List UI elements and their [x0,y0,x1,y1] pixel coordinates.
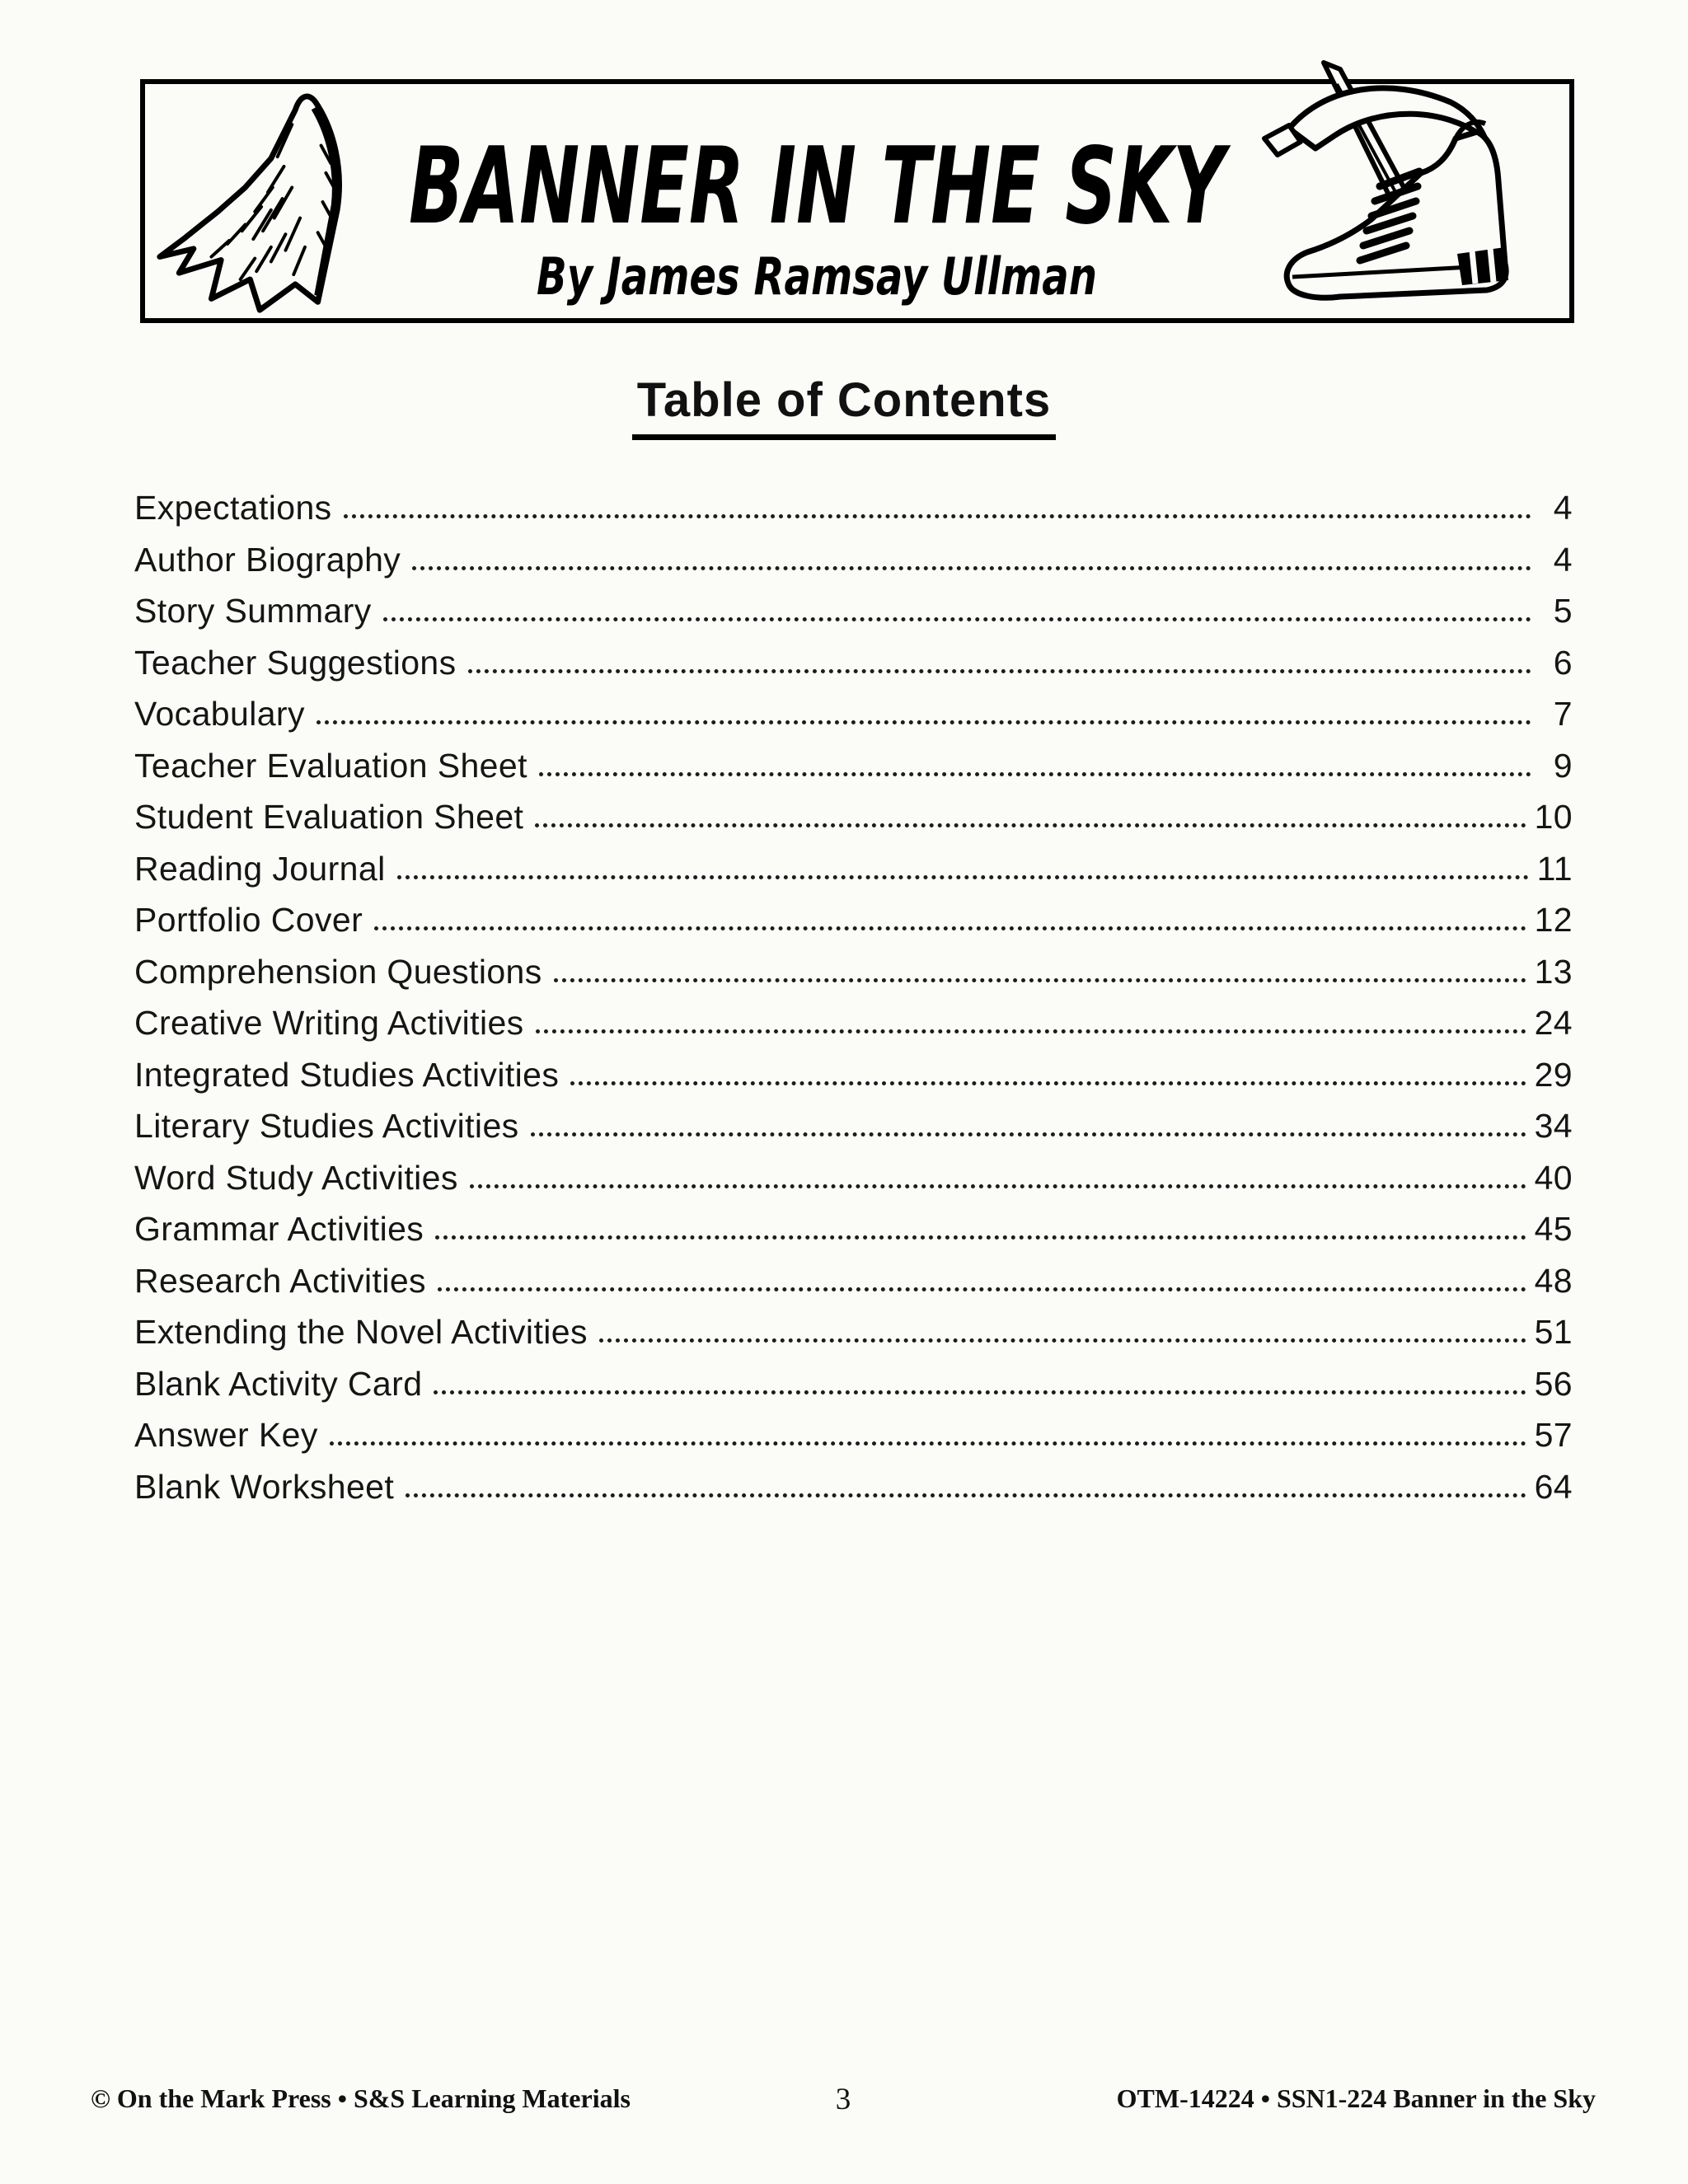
toc-entry-label: Student Evaluation Sheet [134,798,524,836]
toc-entry [134,1055,1573,1094]
dot-leader [536,1029,1526,1033]
toc-entry [134,1212,1573,1246]
toc-entry-page-number: 56 [1534,1364,1573,1403]
toc-entry [134,697,1573,731]
toc-entry-label: Literary Studies Activities [134,1107,519,1145]
toc-entry-label: Vocabulary [134,695,305,733]
toc-entry [134,643,1573,682]
dot-leader [535,823,1526,827]
toc-entry-page-number: 9 [1553,746,1573,785]
product-code-text: OTM-14224 • SSN1-224 Banner in the Sky [1116,2083,1596,2113]
dot-leader [330,1441,1526,1446]
book-author: By James Ramsay Ullman [537,246,1097,307]
toc-entry-page-number: 7 [1553,695,1573,733]
toc-entry-label: Author Biography [134,540,401,579]
toc-entry-label: Word Study Activities [134,1158,458,1197]
dot-leader [554,978,1526,982]
toc-entry [134,1006,1573,1040]
toc-entry-label: Blank Worksheet [134,1467,395,1506]
dot-leader [316,720,1531,724]
toc-entry-page-number: 29 [1534,1055,1573,1094]
toc-entry [134,1261,1573,1300]
toc-list [134,491,1573,1521]
toc-entry [134,491,1573,525]
dot-leader [470,1184,1526,1188]
toc-entry-label: Teacher Evaluation Sheet [134,746,528,785]
toc-entry-page-number: 5 [1553,592,1573,630]
toc-entry-page-number: 11 [1536,849,1573,888]
toc-entry-page-number: 45 [1534,1210,1573,1248]
toc-entry-label: Expectations [134,489,332,527]
toc-entry [134,594,1573,628]
toc-entry-label: Research Activities [134,1261,426,1300]
dot-leader [374,926,1526,930]
toc-entry [134,1467,1573,1506]
toc-entry-label: Reading Journal [134,849,386,888]
toc-entry [134,1315,1573,1349]
toc-entry-label: Story Summary [134,592,372,630]
toc-entry-label: Extending the Novel Activities [134,1313,588,1351]
toc-entry-label: Integrated Studies Activities [134,1055,560,1094]
toc-entry-label: Grammar Activities [134,1210,424,1248]
toc-entry-page-number: 48 [1534,1261,1573,1300]
toc-entry-page-number: 57 [1534,1416,1573,1454]
toc-entry-page-number: 13 [1534,952,1573,991]
toc-entry [134,1158,1573,1197]
toc-entry-page-number: 51 [1534,1313,1573,1351]
toc-entry [134,1109,1573,1143]
toc-entry-label: Answer Key [134,1416,318,1454]
page-number: 3 [835,2083,851,2116]
toc-entry-page-number: 24 [1534,1004,1573,1042]
dot-leader [406,1493,1526,1497]
toc-entry-page-number: 40 [1534,1158,1573,1197]
toc-entry-page-number: 64 [1534,1467,1573,1506]
toc-entry [134,800,1573,834]
toc-entry [134,849,1573,888]
dot-leader [412,566,1531,570]
toc-entry-label: Comprehension Questions [134,952,542,991]
dot-leader [599,1338,1526,1343]
dot-leader [344,514,1531,518]
dot-leader [468,669,1531,673]
toc-entry-page-number: 4 [1553,489,1573,527]
ice-axe-and-boot-icons [1210,56,1573,328]
toc-entry-page-number: 10 [1534,798,1573,836]
toc-entry [134,746,1573,785]
title-banner [140,79,1574,323]
copyright-text: © On the Mark Press • S&S Learning Materials [91,2083,631,2113]
toc-entry [134,1418,1573,1452]
toc-entry-label: Blank Activity Card [134,1364,423,1403]
dot-leader [570,1081,1526,1085]
dot-leader [397,875,1529,879]
toc-entry-label: Portfolio Cover [134,901,363,939]
page-title: Table of Contents [0,373,1688,440]
toc-entry [134,1364,1573,1403]
toc-entry-page-number: 34 [1534,1107,1573,1145]
dot-leader [539,772,1531,776]
toc-entry [134,952,1573,991]
dot-leader [531,1132,1526,1137]
dot-leader [383,617,1531,621]
banner-title-group [401,92,1233,315]
toc-entry-page-number: 12 [1534,901,1573,939]
toc-entry [134,540,1573,579]
dot-leader [434,1390,1526,1394]
toc-entry-page-number: 6 [1553,643,1573,682]
page-footer [91,2083,1596,2120]
book-title: BANNER IN THE SKY [409,125,1231,248]
dot-leader [435,1235,1526,1240]
toc-entry-label: Creative Writing Activities [134,1004,524,1042]
toc-entry-label: Teacher Suggestions [134,643,457,682]
toc-entry [134,903,1573,937]
toc-entry-page-number: 4 [1553,540,1573,579]
dot-leader [438,1287,1526,1291]
